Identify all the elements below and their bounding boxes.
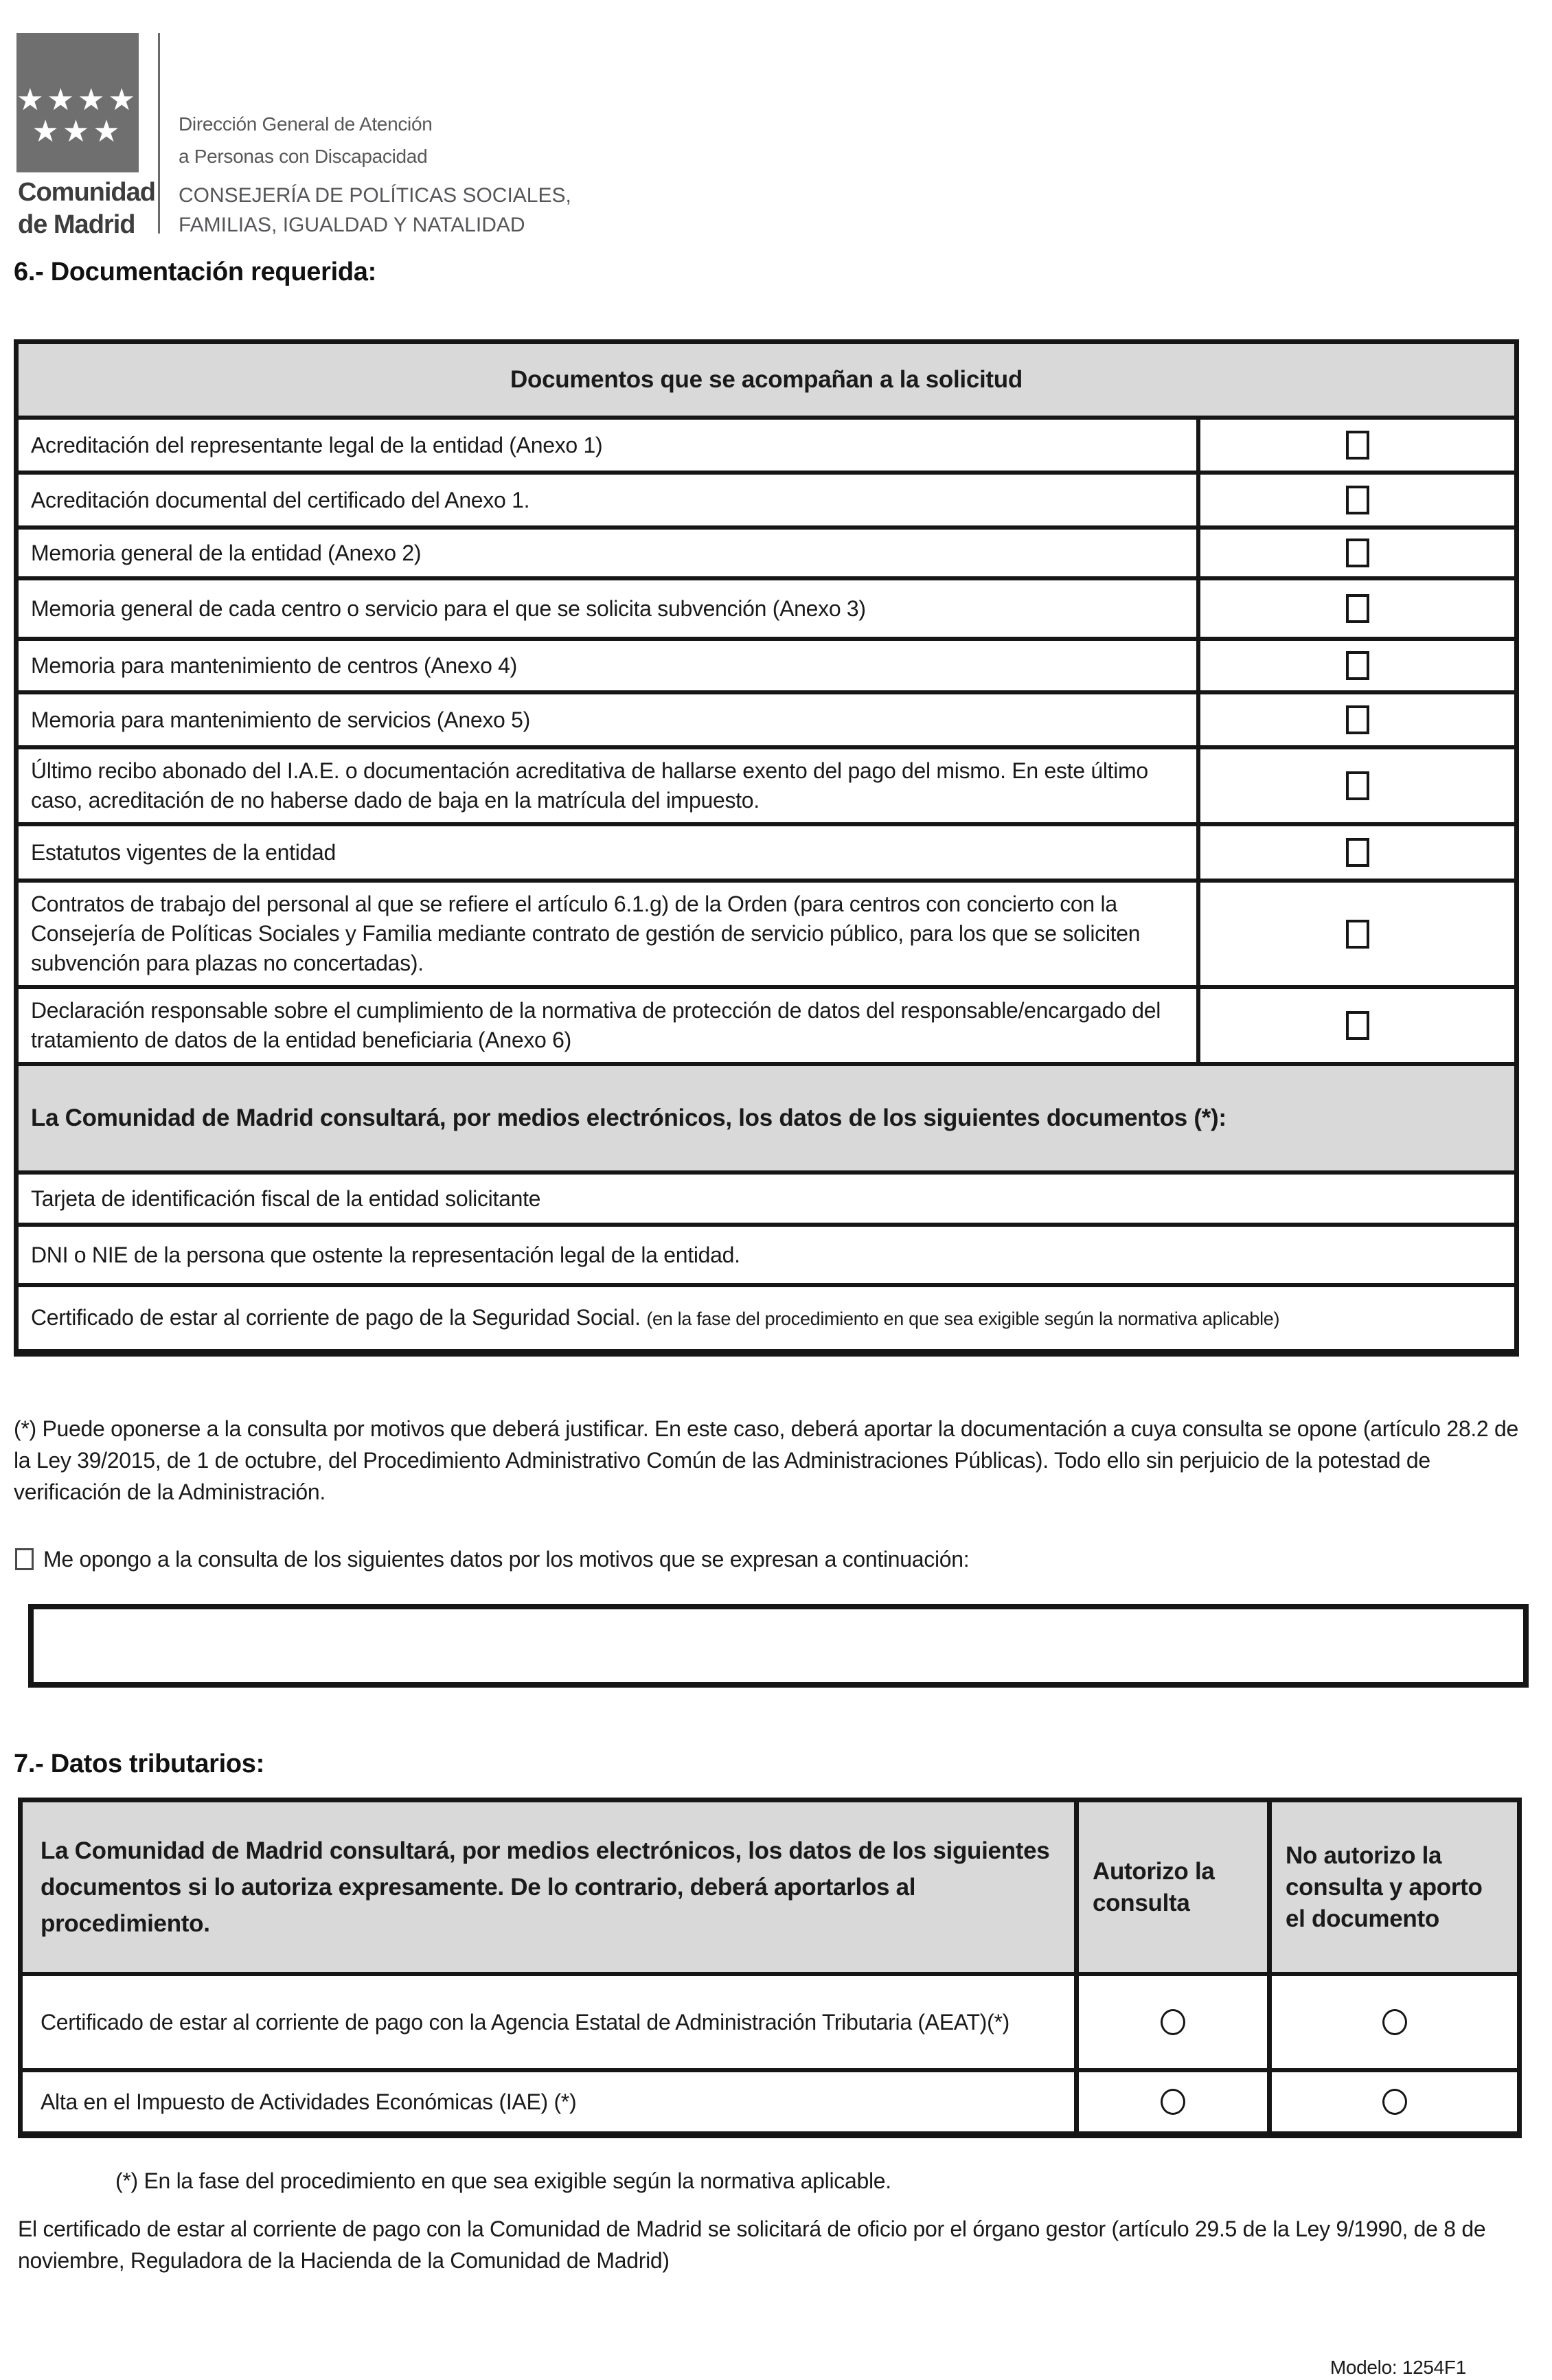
attach-checkbox[interactable] [1346, 651, 1369, 680]
oppose-explanation-paragraph: (*) Puede oponerse a la consulta por motivos que deberá justificar. En este caso, deberá aportar la documentación a cuya consulta se opone (artículo 28.2 de la Ley 39/2015, de 1 de octubre, del Procedimiento Administrativo Común de las Administraciones Públicas). Todo ello sin perjuicio de la potestad de verificación de la Administración. [14, 1416, 1519, 1504]
attach-checkbox[interactable] [1346, 771, 1369, 800]
tax-document-label: Certificado de estar al corriente de pago con la Agencia Estatal de Administración Tributaria (AEAT)(*) [41, 2010, 1010, 2035]
attach-checkbox[interactable] [1346, 1011, 1369, 1040]
tax-data-table [18, 1798, 1522, 2138]
table-row [19, 1170, 1514, 1223]
checkbox-cell [1196, 826, 1514, 879]
table-row [23, 2068, 1517, 2131]
document-label: Memoria general de la entidad (Anexo 2) [31, 540, 422, 565]
document-label: Memoria general de cada centro o servicio para el que se solicita subvención (Anexo 3) [31, 596, 866, 621]
table-row [19, 637, 1514, 690]
consejeria-line1: CONSEJERÍA DE POLÍTICAS SOCIALES, [179, 184, 571, 207]
attach-checkbox[interactable] [1346, 431, 1369, 460]
table-row [19, 822, 1514, 879]
department-line2: a Personas con Discapacidad [179, 146, 428, 167]
no-authorize-radio[interactable] [1382, 2089, 1407, 2115]
star-icon: ★ [78, 83, 109, 117]
department-block [179, 108, 571, 240]
logo-wordmark-line1: Comunidad [18, 178, 155, 207]
checkbox-cell [1196, 749, 1514, 822]
comunidad-madrid-flag-logo [16, 33, 139, 172]
attach-checkbox[interactable] [1346, 920, 1369, 949]
document-label: Contratos de trabajo del personal al que se refiere el artículo 6.1.g) de la Orden (para centros con concierto con la Consejería de Políticas Sociales y Familia mediante contrato de gestión de servicio público, para los que se soliciten subvención para plazas no concertadas). [31, 892, 1141, 975]
consult-document-label: DNI o NIE de la persona que ostente la representación legal de la entidad. [31, 1242, 740, 1267]
table-row [19, 576, 1514, 637]
attach-checkbox[interactable] [1346, 705, 1369, 734]
section7-title: 7.- Datos tributarios: [14, 1749, 264, 1778]
opposition-reasons-box[interactable] [28, 1604, 1529, 1688]
spacer [179, 172, 571, 181]
checkbox-cell [1196, 989, 1514, 1062]
document-label: Acreditación documental del certificado del Anexo 1. [31, 487, 530, 512]
table-row [19, 879, 1514, 985]
star-icon: ★ [32, 115, 62, 148]
tax-document-label: Alta en el Impuesto de Actividades Económicas (IAE) (*) [41, 2089, 577, 2114]
tax-footnote: (*) En la fase del procedimiento en que sea exigible según la normativa aplicable. [115, 2168, 891, 2193]
star-icon: ★ [16, 83, 47, 117]
star-icon: ★ [47, 83, 78, 117]
document-label: Acreditación del representante legal de la entidad (Anexo 1) [31, 432, 603, 457]
document-label: Memoria para mantenimiento de centros (Anexo 4) [31, 653, 518, 678]
authorize-cell [1074, 1976, 1267, 2068]
table-row [19, 745, 1514, 822]
table-row [19, 471, 1514, 525]
oppose-checkbox-row [15, 1545, 1552, 1573]
no-authorize-cell [1267, 2072, 1517, 2131]
no-authorize-column-header: No autorizo la consulta y aporto el documento [1267, 1802, 1517, 1972]
checkbox-cell [1196, 420, 1514, 471]
consult-document-label: Tarjeta de identificación fiscal de la entidad solicitante [31, 1186, 541, 1211]
checkbox-cell [1196, 580, 1514, 637]
flag-stars-row1 [16, 85, 139, 115]
document-label: Memoria para mantenimiento de servicios (Anexo 5) [31, 707, 530, 732]
table-row [19, 525, 1514, 576]
no-authorize-radio[interactable] [1382, 2009, 1407, 2035]
department-line1: Dirección General de Atención [179, 113, 433, 135]
oppose-checkbox[interactable] [15, 1548, 34, 1570]
star-icon: ★ [93, 115, 124, 148]
document-label: Estatutos vigentes de la entidad [31, 839, 336, 865]
consult-document-label-note: (en la fase del procedimiento en que sea exigible según la normativa aplicable) [646, 1308, 1280, 1329]
oppose-checkbox-label: Me opongo a la consulta de los siguientes datos por los motivos que se expresan a continuación: [43, 1547, 970, 1572]
table-row [19, 416, 1514, 471]
page-header [16, 31, 1552, 237]
consult-document-label-main: Certificado de estar al corriente de pago de la Seguridad Social. [31, 1304, 641, 1330]
logo-wordmark [18, 177, 155, 241]
document-label: Último recibo abonado del I.A.E. o documentación acreditativa de hallarse exento del pago del mismo. En este último caso, acreditación de no haberse dado de baja en la matrícula del impuesto. [31, 758, 1148, 813]
table-row [19, 1283, 1514, 1349]
authorize-radio[interactable] [1161, 2089, 1185, 2115]
consejeria-line2: FAMILIAS, IGUALDAD Y NATALIDAD [179, 214, 525, 236]
header-divider [158, 33, 160, 234]
form-page [0, 31, 1552, 2378]
attach-checkbox[interactable] [1346, 838, 1369, 867]
logo-wordmark-line2: de Madrid [18, 210, 135, 239]
authorize-cell [1074, 2072, 1267, 2131]
checkbox-cell [1196, 530, 1514, 576]
table-row [19, 985, 1514, 1062]
star-icon: ★ [62, 115, 93, 148]
tax-table-header-row [23, 1802, 1517, 1972]
table-row [19, 1223, 1514, 1283]
attach-checkbox[interactable] [1346, 539, 1369, 567]
checkbox-cell [1196, 883, 1514, 985]
electronic-consult-header: La Comunidad de Madrid consultará, por medios electrónicos, los datos de los siguientes documentos (*): [19, 1062, 1514, 1170]
document-label: Declaración responsable sobre el cumplimiento de la normativa de protección de datos del responsable/encargado del tratamiento de datos de la entidad beneficiaria (Anexo 6) [31, 998, 1161, 1052]
no-authorize-cell [1267, 1976, 1517, 2068]
table-row [23, 1972, 1517, 2068]
model-number: Modelo: 1254F1 [1330, 2357, 1466, 2378]
authorize-radio[interactable] [1161, 2009, 1185, 2035]
tax-table-header-main: La Comunidad de Madrid consultará, por medios electrónicos, los datos de los siguientes documentos si lo autoriza expresamente. De lo contrario, deberá aportarlos al procedimiento. [41, 1837, 1050, 1937]
table-row [19, 690, 1514, 745]
section6-title: 6.- Documentación requerida: [14, 258, 376, 286]
checkbox-cell [1196, 641, 1514, 690]
checkbox-cell [1196, 475, 1514, 525]
attach-checkbox[interactable] [1346, 594, 1369, 623]
star-icon: ★ [108, 83, 139, 117]
consult-document-label [31, 1302, 1279, 1335]
documents-table [14, 339, 1519, 1357]
checkbox-cell [1196, 694, 1514, 745]
attach-checkbox[interactable] [1346, 486, 1369, 514]
flag-stars-row2 [16, 117, 139, 147]
documents-table-header: Documentos que se acompañan a la solicitud [19, 344, 1514, 416]
hacienda-note: El certificado de estar al corriente de pago con la Comunidad de Madrid se solicitará de oficio por el órgano gestor (artículo 29.5 de la Ley 9/1990, de 8 de noviembre, Reguladora de la Hacienda de la Comunidad de Madrid) [18, 2217, 1486, 2273]
authorize-column-header: Autorizo la consulta [1074, 1802, 1267, 1972]
